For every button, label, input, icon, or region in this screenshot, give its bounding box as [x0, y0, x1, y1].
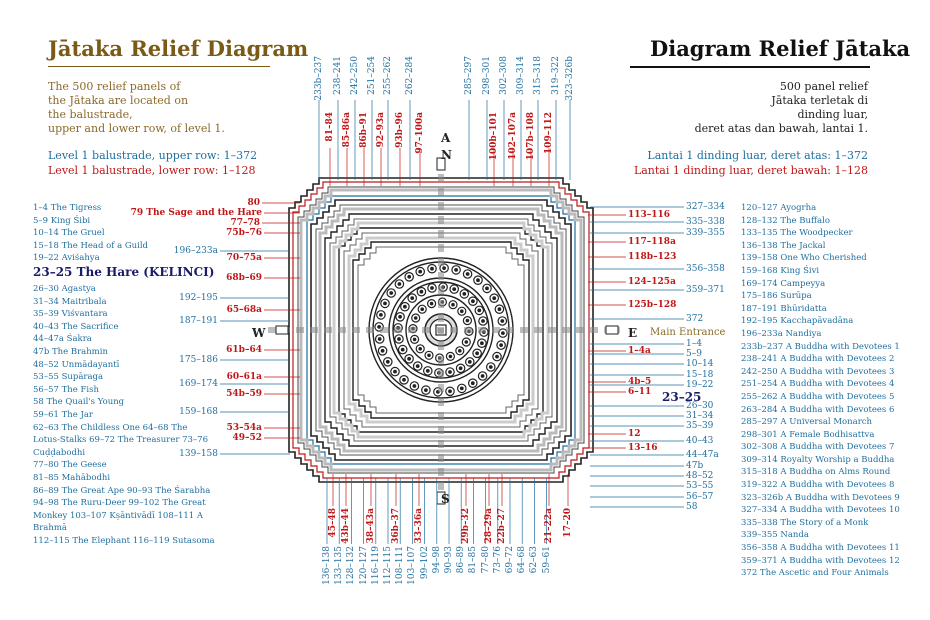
panel-range-label: 159–168 — [179, 407, 218, 417]
panel-range-label: 79 The Sage and the Hare — [130, 208, 262, 218]
panel-range-label: 19–22 — [686, 380, 714, 390]
panel-range-label: 128–132 — [346, 546, 357, 585]
story-entry: Cuḍḍabodhi — [33, 447, 86, 458]
right-level-upper: Lantai 1 dinding luar, deret atas: 1–372 — [647, 149, 868, 162]
left-intro-line: The 500 relief panels of — [48, 80, 181, 93]
panel-range-label: 10–14 — [686, 359, 714, 369]
panel-range-label: 315–318 — [533, 56, 543, 95]
panel-range-label: 100b–101 — [489, 112, 499, 161]
stupa-core — [401, 348, 405, 352]
stupa-core — [462, 292, 466, 296]
stupa-core — [416, 364, 420, 368]
left-level-lower: Level 1 balustrade, lower row: 1–128 — [48, 164, 256, 177]
story-entry: 159–168 King Śivi — [741, 265, 820, 276]
story-entry: 238–241 A Buddha with Devotees 2 — [741, 354, 895, 365]
stupa-core — [383, 302, 387, 306]
stupa-core — [476, 278, 480, 282]
panel-range-label: 38–43a — [366, 508, 376, 544]
panel-range-label: 102–107a — [508, 112, 518, 160]
panel-range-label: 124–125a — [628, 277, 676, 287]
panel-range-label: 262–284 — [405, 56, 415, 95]
stupa-core — [430, 302, 434, 306]
compass-west: W — [252, 326, 266, 340]
panel-range-label: 64–68 — [517, 546, 528, 574]
story-entry: 26–30 Agastya — [33, 284, 96, 294]
stupa-core — [397, 337, 401, 341]
panel-range-label: 117–118a — [628, 237, 676, 247]
stupa-core — [485, 287, 489, 291]
stupa-core — [459, 366, 463, 370]
stupa-core — [398, 315, 402, 319]
panel-range-label: 33–36a — [414, 508, 424, 544]
stupa-core — [430, 267, 434, 271]
panel-range-label: 93b–96 — [395, 112, 405, 148]
panel-range-label: 120–127 — [358, 546, 369, 585]
stupa-core — [480, 341, 484, 345]
story-entry: 242–250 A Buddha with Devotees 3 — [741, 366, 895, 377]
panel-range-label: 323–326b — [565, 56, 575, 101]
story-entry: 192–195 Kacchapāvadāna — [741, 316, 854, 327]
panel-range-label: 45–48 — [328, 508, 338, 538]
stupa-core — [466, 319, 470, 323]
panel-range-label: 62–63 — [529, 546, 540, 574]
story-entry: 309–314 Royalty Worship a Buddha — [741, 454, 895, 465]
stupa-core — [413, 384, 417, 388]
story-entry: 359–371 A Buddha with Devotees 12 — [741, 555, 900, 566]
story-entry: 58 The Quail's Young — [33, 397, 125, 408]
stupa-core — [424, 388, 428, 392]
panel-range-label: 118b–123 — [628, 252, 677, 262]
panel-range-label: 47b — [686, 461, 704, 471]
panel-range-label: 12 — [628, 429, 641, 439]
panel-range-label: 28–29a — [484, 508, 494, 544]
panel-range-label: 69–72 — [505, 546, 515, 574]
panel-range-label: 35–39 — [686, 421, 714, 431]
story-entry: 263–284 A Buddha with Devotees 6 — [741, 404, 895, 415]
story-entry: 136–138 The Jackal — [741, 240, 826, 251]
panel-range-label: 251–254 — [367, 56, 377, 95]
story-entry: 356–358 A Buddha with Devotees 11 — [741, 543, 900, 554]
story-entry: 35–39 Viśvantara — [33, 309, 108, 320]
panel-range-label: 15–18 — [686, 370, 714, 380]
right-intro-line: dinding luar, — [797, 108, 868, 121]
panel-range-label: 136–138 — [322, 546, 332, 585]
hare-marker: 23–25 — [662, 390, 702, 404]
story-entry: 323–326b A Buddha with Devotees 9 — [741, 492, 900, 503]
story-entry: Brahmā — [33, 523, 67, 534]
panel-range-label: 36b–37 — [391, 508, 401, 544]
stupa-core — [492, 296, 496, 300]
stupa-core — [393, 370, 397, 374]
panel-range-label: 255–262 — [383, 56, 393, 95]
panel-range-label: 17–20 — [563, 508, 573, 538]
stupa-core — [418, 347, 422, 351]
panel-range-label: 187–191 — [179, 316, 218, 326]
panel-range-label: 103–107 — [407, 546, 418, 585]
panel-range-label: 4b–5 — [628, 377, 652, 387]
stupa-core — [386, 360, 390, 364]
stupa-core — [448, 370, 452, 374]
panel-range-label: 56–57 — [686, 492, 714, 502]
panel-range-label: 61b–64 — [226, 345, 262, 355]
compass-a: A — [441, 131, 451, 145]
panel-range-label: 59–61 — [541, 546, 552, 574]
panel-range-label: 86–89 — [456, 546, 467, 574]
panel-range-label: 356–358 — [686, 264, 725, 274]
panel-range-label: 372 — [686, 314, 704, 324]
compass-south: S — [441, 492, 450, 506]
stupa-core — [413, 338, 417, 342]
stupa-core — [427, 354, 431, 358]
panel-range-label: 113–116 — [628, 210, 671, 220]
panel-range-label: 116–119 — [370, 546, 381, 585]
panel-range-label: 92–93a — [376, 112, 386, 148]
right-title: Diagram Relief Jātaka — [650, 36, 911, 61]
right-intro-line: deret atas dan bawah, lantai 1. — [694, 122, 868, 135]
left-intro-line: the balustrade, — [48, 108, 133, 121]
story-entry: 233b–237 A Buddha with Devotees 1 — [741, 341, 900, 352]
stupa-core — [448, 389, 452, 393]
story-entry: 77–80 The Geese — [33, 460, 107, 471]
stupa-core — [381, 349, 385, 353]
panel-range-label: 44–47a — [686, 450, 719, 460]
panel-range-label: 40–43 — [686, 436, 714, 446]
staircase — [276, 326, 288, 334]
stupa-core — [378, 337, 382, 341]
stupa-core — [452, 287, 456, 291]
stupa-core — [465, 340, 469, 344]
panel-range-label: 1–4a — [628, 346, 651, 356]
panel-range-label: 90–93 — [444, 546, 454, 574]
story-entry: 319–322 A Buddha with Devotees 8 — [741, 480, 895, 491]
story-entry: Monkey 103–107 Kṣāntivādī 108–111 A — [33, 510, 204, 521]
stupa-core — [402, 378, 406, 382]
story-entry: 15–18 The Head of a Guild — [33, 240, 148, 251]
story-entry: 327–334 A Buddha with Devotees 10 — [741, 505, 900, 516]
panel-range-label: 285–297 — [464, 56, 474, 95]
stupa-core — [458, 349, 462, 353]
panel-range-label: 5–9 — [686, 349, 702, 359]
left-level-upper: Level 1 balustrade, upper row: 1–372 — [48, 149, 258, 162]
panel-range-label: 22b–27 — [497, 508, 507, 544]
main-entrance-label: Main Entrance — [650, 327, 726, 338]
panel-range-label: 319–322 — [551, 56, 561, 95]
story-entry: 339–355 Nanda — [741, 530, 809, 541]
panel-range-label: 233b–237 — [314, 56, 324, 101]
story-entry: 120–127 Ayogrha — [741, 203, 817, 213]
panel-range-label: 73–76 — [492, 546, 503, 574]
stupa-core — [442, 266, 446, 270]
story-entry: 112–115 The Elephant 116–119 Sutasoma — [33, 535, 215, 546]
stupa-core — [410, 296, 414, 300]
stupa-core — [500, 319, 504, 323]
panel-range-label: 54b–59 — [226, 389, 262, 399]
stupa-core — [414, 316, 418, 320]
story-entry: 196–233a Nandiya — [741, 328, 822, 339]
panel-range-label: 75b–76 — [226, 228, 262, 238]
panel-range-label: 139–158 — [179, 449, 218, 459]
story-entry: Lotus-Stalks 69–72 The Treasurer 73–76 — [33, 435, 208, 446]
story-entry: 31–34 Maitribala — [33, 296, 107, 307]
left-intro-line: upper and lower row, of level 1. — [48, 122, 225, 135]
story-entry: 187–191 Bhūridatta — [741, 303, 827, 314]
stupa-core — [389, 291, 393, 295]
panel-range-label: 242–250 — [350, 56, 360, 95]
story-entry: 251–254 A Buddha with Devotees 4 — [741, 379, 895, 390]
story-entry: 48–52 Unmādayantī — [33, 359, 120, 370]
story-entry: 139–158 One Who Cherished — [741, 253, 867, 264]
stupa-core — [454, 268, 458, 272]
panel-range-label: 85–86a — [342, 112, 352, 148]
stupa-core — [460, 387, 464, 391]
story-entry: 1–4 The Tigress — [33, 203, 102, 213]
right-intro-line: 500 panel relief — [779, 80, 868, 93]
panel-range-label: 60–61a — [226, 372, 262, 382]
stupa-core — [475, 351, 479, 355]
stupa-core — [430, 286, 434, 290]
right-intro-line: Jātaka terletak di — [771, 94, 868, 107]
panel-range-label: 192–195 — [179, 293, 218, 303]
stupa-core — [471, 299, 475, 303]
panel-range-label: 99–102 — [419, 546, 430, 580]
story-entry: 59–61 The Jar — [33, 409, 93, 420]
panel-range-label: 94–98 — [431, 546, 442, 574]
story-entry: 56–57 The Fish — [33, 384, 99, 395]
stupa-core — [468, 360, 472, 364]
panel-range-label: 53–54a — [226, 423, 262, 433]
stupa-core — [466, 272, 470, 276]
panel-range-label: 49–52 — [232, 433, 262, 443]
stupa-core — [477, 309, 481, 313]
panel-range-label: 108–111 — [395, 546, 406, 585]
story-entry: 285–297 A Universal Monarch — [741, 417, 873, 428]
story-entry: 81–85 Mahābodhi — [33, 472, 111, 483]
panel-range-label: 21–22a — [544, 508, 554, 544]
panel-range-label: 107b–108 — [526, 112, 536, 161]
stupa-core — [489, 365, 493, 369]
story-entry: 302–308 A Buddha with Devotees 7 — [741, 442, 895, 453]
panel-range-label: 77–78 — [230, 218, 260, 228]
panel-range-label: 29b–32 — [461, 508, 471, 544]
panel-range-label: 335–338 — [686, 217, 725, 227]
panel-range-label: 238–241 — [333, 56, 343, 95]
panel-range-label: 169–174 — [179, 379, 218, 389]
stupa-core — [398, 282, 402, 286]
story-entry: 40–43 The Sacrifice — [33, 321, 119, 332]
stupa-core — [407, 275, 411, 279]
panel-range-label: 43b–44 — [341, 508, 351, 544]
stupa-core — [471, 381, 475, 385]
stupa-core — [403, 305, 407, 309]
stupa-core — [426, 369, 430, 373]
story-entry: 175–186 Surūpa — [741, 291, 812, 302]
stupa-core — [420, 290, 424, 294]
panel-range-label: 81–85 — [468, 546, 479, 574]
story-entry: 372 The Ascetic and Four Animals — [741, 568, 889, 579]
staircase — [606, 326, 618, 334]
stupa-core — [407, 357, 411, 361]
panel-range-label: 309–314 — [516, 56, 526, 95]
story-entry: 53–55 Supāraga — [33, 372, 104, 383]
stupa-core — [449, 355, 453, 359]
panel-range-label: 339–355 — [686, 228, 725, 238]
panel-range-label: 302–308 — [499, 56, 509, 95]
panel-range-label: 109–112 — [544, 112, 554, 155]
story-entry: 255–262 A Buddha with Devotees 5 — [741, 391, 895, 402]
story-entry: 128–132 The Buffalo — [741, 215, 830, 226]
panel-range-label: 196–233a — [173, 246, 218, 256]
panel-range-label: 359–371 — [686, 285, 725, 295]
panel-range-label: 26–30 — [686, 401, 714, 411]
story-entry: 62–63 The Childless One 64–68 The — [33, 422, 188, 433]
panel-range-label: 53–55 — [686, 481, 714, 491]
panel-range-label: 48–52 — [686, 471, 714, 481]
panel-range-label: 133–135 — [334, 546, 345, 585]
panel-range-label: 80 — [247, 198, 260, 208]
panel-range-label: 31–34 — [686, 411, 714, 421]
story-entry: 335–338 The Story of a Monk — [741, 517, 869, 528]
panel-range-label: 81–84 — [325, 112, 335, 142]
compass-east: E — [628, 326, 638, 340]
stupa-core — [451, 303, 455, 307]
panel-range-label: 125b–128 — [628, 300, 677, 310]
panel-range-label: 65–68a — [226, 305, 262, 315]
stupa-core — [481, 374, 485, 378]
story-entry: 44–47a Śakra — [33, 334, 92, 345]
stupa-core — [501, 331, 505, 335]
story-entry: 47b The Brahmin — [33, 346, 108, 357]
panel-range-label: 77–80 — [480, 546, 491, 574]
story-entry: 169–174 Campeyya — [741, 278, 826, 289]
panel-range-label: 175–186 — [179, 355, 218, 365]
panel-range-label: 327–334 — [686, 202, 725, 212]
story-entry: 94–98 The Ruru-Deer 99–102 The Great — [33, 498, 206, 509]
panel-range-label: 58 — [686, 502, 698, 512]
story-entry: 298–301 A Female Bodhisattva — [741, 429, 875, 440]
story-entry: 5–9 King Śibi — [33, 215, 91, 226]
panel-range-label: 86b–91 — [359, 112, 369, 148]
panel-range-label: 298–301 — [482, 56, 492, 95]
panel-range-label: 13–16 — [628, 443, 658, 453]
hare-heading: 23–25 The Hare (KELINCI) — [33, 265, 215, 279]
panel-range-label: 112–115 — [383, 546, 393, 585]
story-entry: 133–135 The Woodpecker — [741, 228, 853, 239]
panel-range-label: 70–75a — [226, 253, 262, 263]
left-title: Jātaka Relief Diagram — [48, 36, 309, 61]
stupa-core — [418, 270, 422, 274]
story-entry: 19–22 Aviśahya — [33, 253, 100, 264]
story-entry: 10–14 The Gruel — [33, 228, 105, 239]
stupa-core — [495, 355, 499, 359]
compass-north: N — [441, 148, 452, 162]
panel-range-label: 6–11 — [628, 387, 652, 397]
stupa-core — [460, 309, 464, 313]
panel-range-label: 97–100a — [415, 112, 425, 154]
stupa-core — [498, 307, 502, 311]
right-level-lower: Lantai 1 dinding luar, deret bawah: 1–128 — [633, 164, 868, 177]
story-entry: 86–89 The Great Ape 90–93 The Śarabha — [33, 485, 211, 496]
left-intro-line: the Jātaka are located on — [48, 94, 189, 107]
stupa-core — [420, 307, 424, 311]
stupa-core — [379, 313, 383, 317]
stupa-core — [481, 319, 485, 323]
panel-range-label: 68b–69 — [226, 273, 262, 283]
panel-range-label: 1–4 — [686, 339, 702, 349]
story-entry: 315–318 A Buddha on Alms Round — [741, 467, 891, 478]
stupa-core — [499, 343, 503, 347]
